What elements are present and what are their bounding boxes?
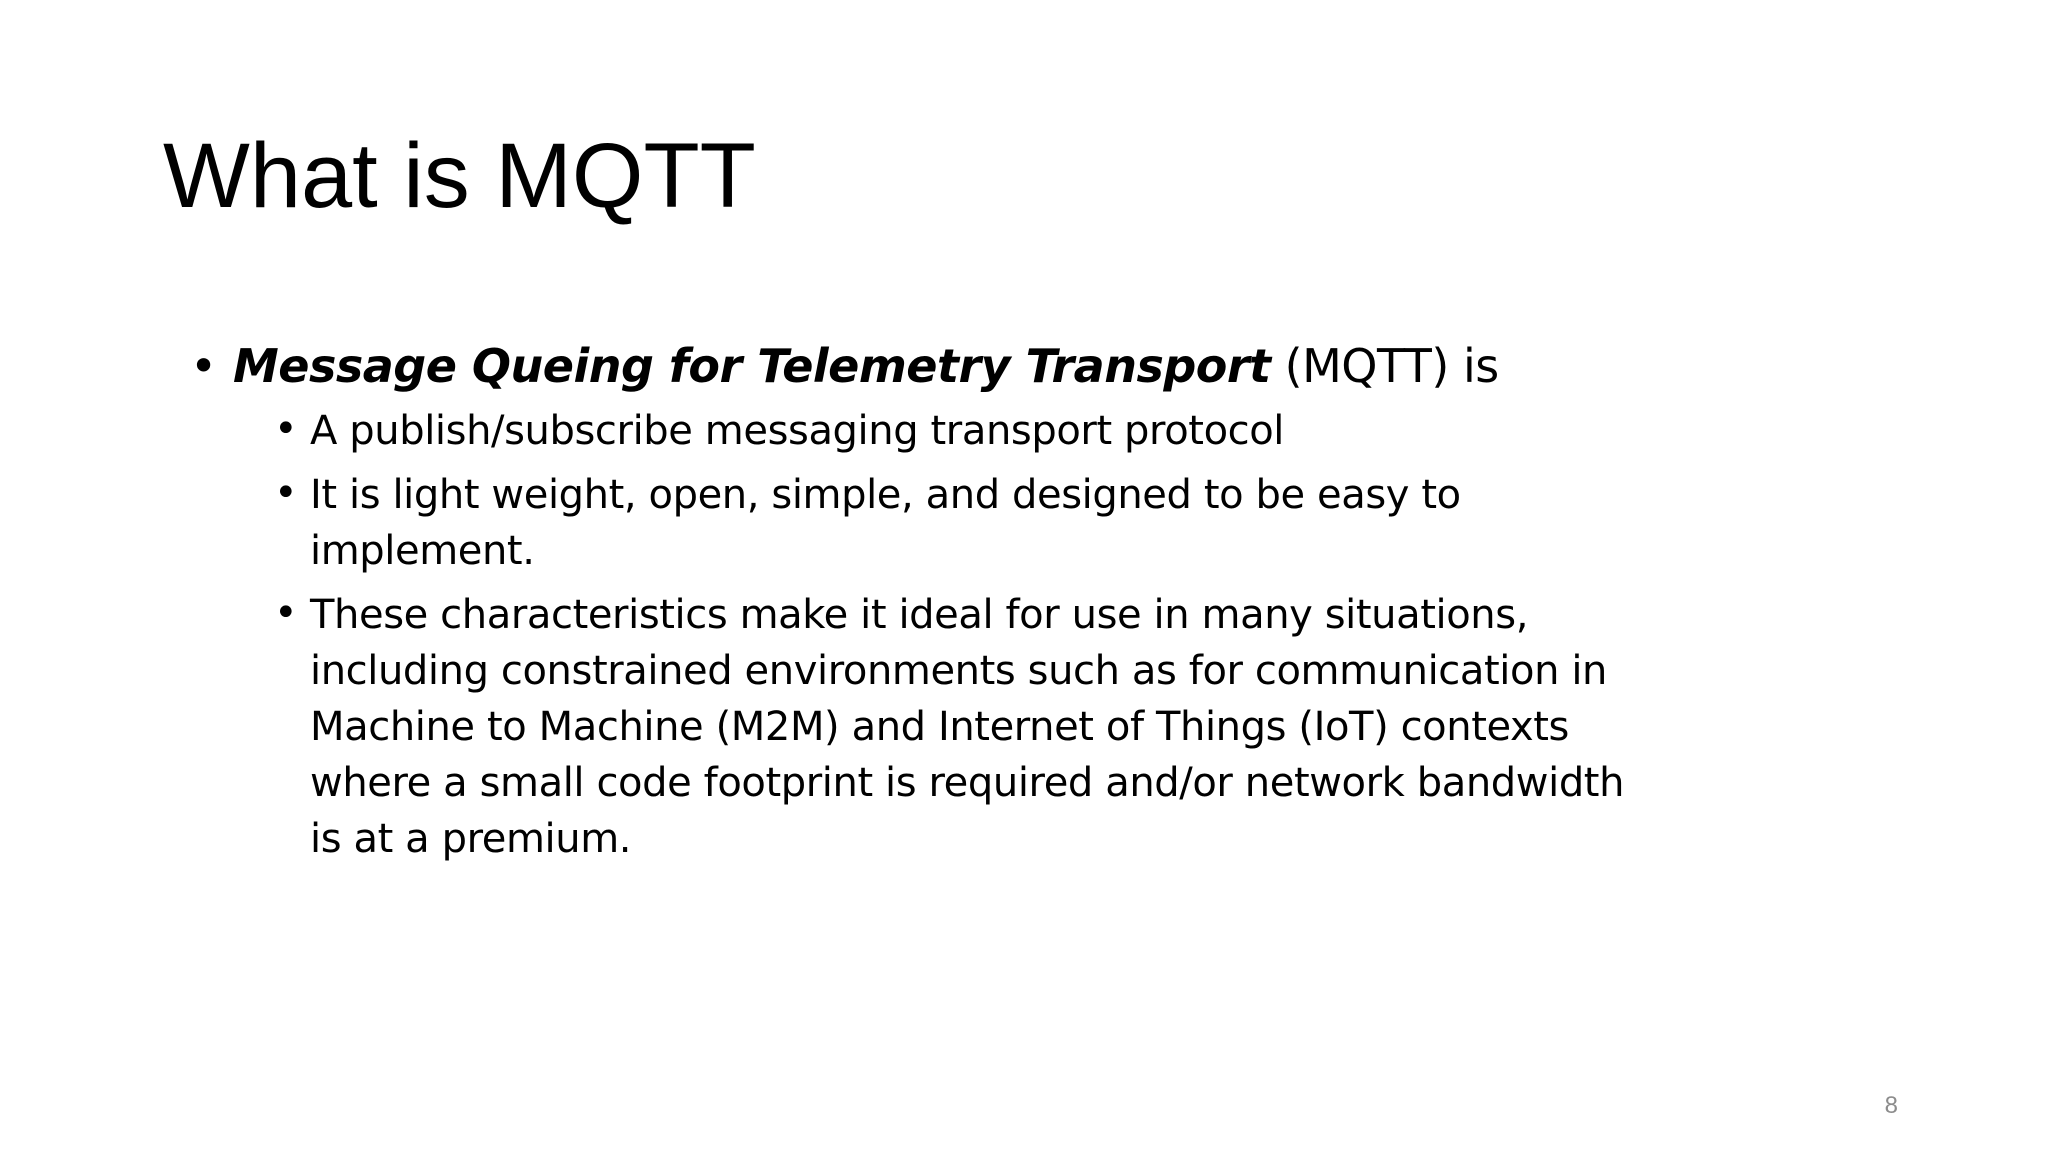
bullet-icon: • <box>274 590 298 636</box>
bullet-icon: • <box>274 470 298 516</box>
slide-body <box>190 335 1690 875</box>
sub-bullet-list <box>190 403 1690 867</box>
main-bullet-emphasis: Message Queing for Telemetry Transport <box>233 339 1271 393</box>
slide-title: What is MQTT <box>163 125 756 227</box>
main-bullet-text: (MQTT) is <box>1270 339 1499 393</box>
sub-bullet-item <box>274 587 1650 867</box>
sub-bullet-item <box>274 467 1650 579</box>
sub-bullet-text: It is light weight, open, simple, and designed to be easy to implement. <box>310 472 1461 574</box>
page-number: 8 <box>1884 1092 1898 1119</box>
bullet-icon: • <box>190 339 217 393</box>
bullet-icon: • <box>274 406 298 452</box>
sub-bullet-text: A publish/subscribe messaging transport protocol <box>310 408 1285 454</box>
main-bullet <box>190 335 1690 397</box>
sub-bullet-text: These characteristics make it ideal for use in many situations, including constrained environments such as for communication in Machine to Machine (M2M) and Internet of Things (IoT) contexts where a small code footprint is required and/or network bandwidth is at a premium. <box>310 592 1625 862</box>
sub-bullet-item <box>274 403 1650 459</box>
